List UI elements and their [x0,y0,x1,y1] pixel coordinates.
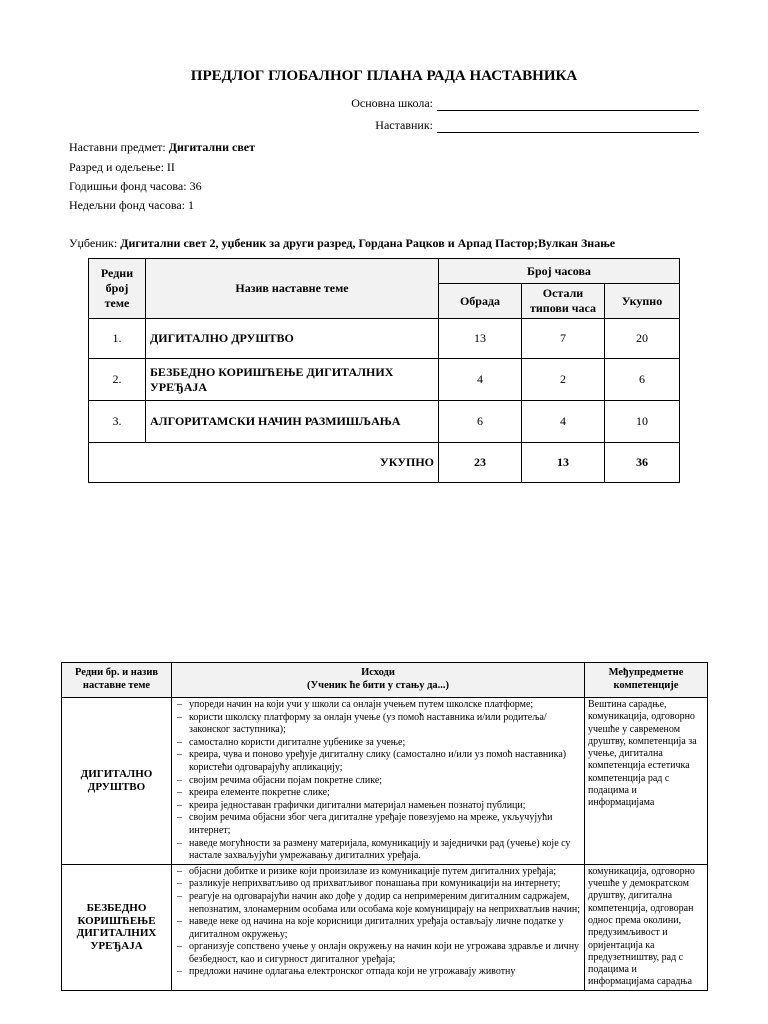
row-name: ДИГИТАЛНО ДРУШТВО [146,319,439,359]
list-item: – креира елементе покретне слике; [175,787,581,800]
textbook-value: Дигитални свет 2, уџбеник за други разред, Гордана Рацков и Арпад Пастор;Вулкан Знање [120,236,616,250]
subject-value: Дигитални свет [168,140,256,154]
header-name: Назив наставне теме [146,259,439,319]
list-item: – креира једноставан графички дигитални материјал намењен познатој публици; [175,800,581,813]
total-other: 13 [522,443,605,483]
page-title: ПРЕДЛОГ ГЛОБАЛНОГ ПЛАНА РАДА НАСТАВНИКА [190,68,578,84]
row-name: АЛГОРИТАМСКИ НАЧИН РАЗМИШЉАЊА [146,401,439,443]
annual-hours-line: Годишњи фонд часова: 36 [69,179,202,193]
subject-line [69,140,255,155]
topic-name: БЕЗБЕДНО КОРИШЋЕЊЕ ДИГИТАЛНИХ УРЕЂАЈА [62,864,172,990]
row-name: БЕЗБЕДНО КОРИШЋЕЊЕ ДИГИТАЛНИХ УРЕЂАЈА [146,359,439,401]
header-hours: Број часова [439,259,680,284]
subject-label: Наставни предмет: [69,140,166,154]
list-item: – креира, чува и поново уређује дигиталну слику (самостално и/или уз помоћ наставника) користећи одговарајућу апликацију; [175,749,581,774]
teacher-blank [437,120,699,133]
header-competences: Међупредметне компетенције [585,663,708,698]
outcomes-list [175,866,581,979]
table-row [89,319,680,359]
row-other: 4 [522,401,605,443]
list-item: – својим речима објасни појам покретне слике; [175,775,581,788]
list-item: – реагује на одговарајући начин ако дође у додир са непримереним дигиталним садржајем, непознатим, злонамерним особама или особама које комуницирају на неприхватљив начин; [175,891,581,916]
list-item: – наведе неке од начина на које корисници дигиталних уређаја остављају личне податке у дигиталном окружењу; [175,916,581,941]
textbook-line [69,236,615,251]
outcomes-table [61,662,708,991]
row-num: 3. [89,401,146,443]
header-total: Укупно [605,284,680,319]
list-item: – својим речима објасни због чега дигиталне уређаје повезујемо на мреже, укључујући интернет; [175,812,581,837]
teacher-line [375,118,699,133]
competences-cell: комуникација, одговорно учешће у демократском друштву, дигитална компетенција, одговоран однос према околини, предузимљивост и оријентација ка предузетништву, рад с подацима и информацијама сарадња [585,864,708,990]
row-processing: 6 [439,401,522,443]
table-row [62,864,708,990]
topic-name: ДИГИТАЛНО ДРУШТВО [62,698,172,865]
row-other: 7 [522,319,605,359]
total-processing: 23 [439,443,522,483]
school-line [351,96,699,111]
list-item: – упореди начин на који учи у школи са онлајн учењем путем школске платформе; [175,699,581,712]
table-row [62,698,708,865]
row-num: 2. [89,359,146,401]
list-item: – организује сопствено учење у онлајн окружењу на начин који не угрожава здравље и личну безбедност, као и сигурност дигиталног уређаја; [175,941,581,966]
grade-line: Разред и одељење: II [69,160,175,174]
list-item: – разликује неприхватљиво од прихватљивог понашања при комуникацији на интернету; [175,878,581,891]
outcomes-cell [172,698,585,865]
header-outcomes-title: Исходи [361,667,395,679]
row-total: 10 [605,401,680,443]
total-row [89,443,680,483]
table-row [89,401,680,443]
row-num: 1. [89,319,146,359]
outcomes-list [175,699,581,863]
header-outcomes-subtitle: (Ученик ће бити у стању да...) [306,680,450,691]
header-other: Остали типови часа [522,284,605,319]
school-label: Основна школа: [351,96,433,110]
teacher-label: Наставник: [375,118,433,132]
textbook-label: Уџбеник: [69,236,118,250]
weekly-hours-line: Недељни фонд часова: 1 [69,198,194,212]
header-outcomes [172,663,585,698]
list-item: – користи школску платформу за онлајн учење (уз помоћ наставника и/или родитеља/законског заступника); [175,712,581,737]
row-total: 6 [605,359,680,401]
list-item: – самостално користи дигиталне уџбенике за учење; [175,737,581,750]
header-processing: Обрада [439,284,522,319]
header-topic: Редни бр. и назив наставне теме [62,663,172,698]
list-item: – објасни добитке и ризике који произилазе из комуникације путем дигиталних уређаја; [175,866,581,879]
row-total: 20 [605,319,680,359]
row-other: 2 [522,359,605,401]
total-total: 36 [605,443,680,483]
school-blank [437,98,699,111]
outcomes-cell [172,864,585,990]
header-num: Редни број теме [89,259,146,319]
row-processing: 4 [439,359,522,401]
hours-table [88,258,680,483]
total-label: УКУПНО [89,443,439,483]
table-row [89,359,680,401]
list-item: – наведе могућности за размену материјала, комуникацију и заједнички рад (учење) које су настале захваљујући умрежавању дигиталних уређаја. [175,838,581,863]
list-item: – предложи начине одлагања електронског отпада који не угрожавају животну [175,966,581,979]
row-processing: 13 [439,319,522,359]
competences-cell: Вештина сарадње, комуникација, одговорно учешће у савременом друштву, компетенција за учење, дигитална компетенција естетичка компетенција рад с подацима и информацијама [585,698,708,865]
